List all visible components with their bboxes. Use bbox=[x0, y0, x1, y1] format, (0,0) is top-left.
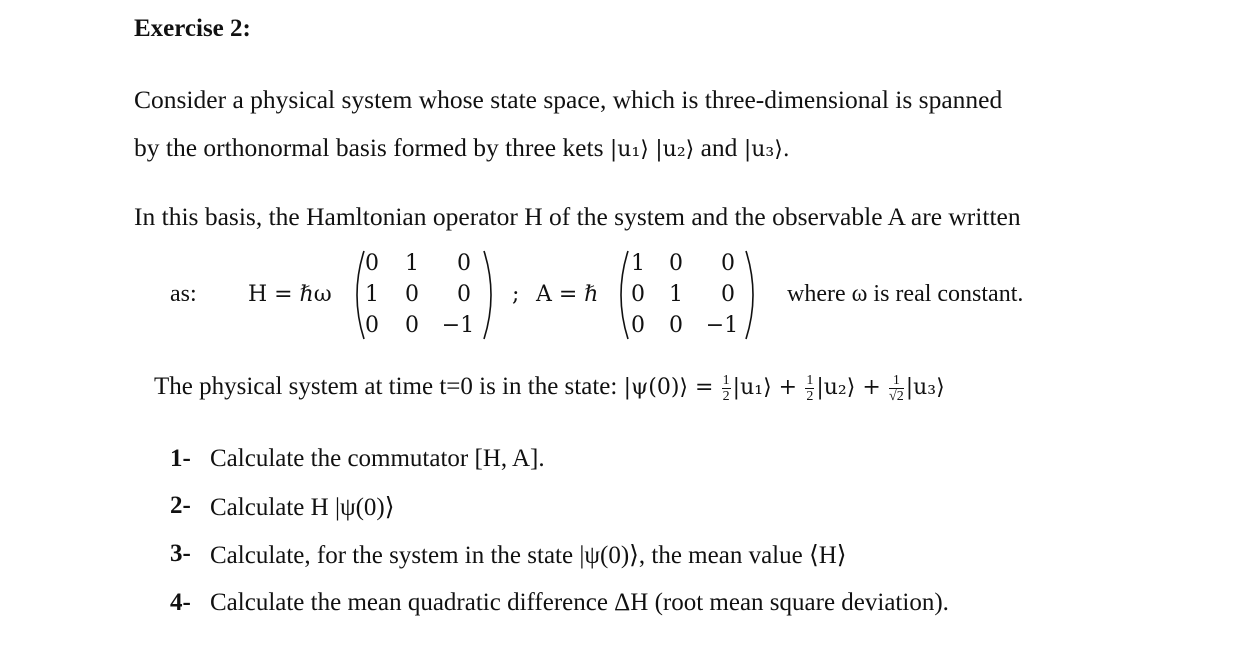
ket-u2: |u₂⟩ bbox=[655, 137, 695, 162]
fraction-numerator: 1 bbox=[806, 373, 814, 388]
H-cell: 0 bbox=[457, 251, 471, 276]
state-prefix: The physical system at time t=0 is in the state: bbox=[154, 373, 618, 401]
H-cell: 1 bbox=[365, 282, 379, 307]
H-cell: 0 bbox=[365, 251, 379, 276]
H-cell: −1 bbox=[441, 313, 475, 338]
and-text: and bbox=[700, 133, 738, 162]
intro-line-2 bbox=[134, 133, 790, 163]
intro-line-2-text: by the orthonormal basis formed by three kets bbox=[134, 133, 604, 162]
question-text: Calculate, for the system in the state |ψ(0)⟩, the mean value ⟨H⟩ bbox=[210, 542, 847, 569]
exercise-title: Exercise 2: bbox=[134, 15, 251, 42]
where-text: where ω is real constant. bbox=[787, 281, 1024, 307]
question-text: Calculate the mean quadratic difference ΔH (root mean square deviation). bbox=[210, 589, 949, 616]
H-cell: 0 bbox=[457, 282, 471, 307]
state-u3: |u₃⟩ bbox=[905, 375, 945, 401]
fraction-numerator: 1 bbox=[889, 373, 904, 389]
A-cell: 0 bbox=[669, 251, 683, 276]
A-cell: −1 bbox=[705, 313, 739, 338]
A-matrix bbox=[612, 249, 762, 341]
H-cell: 0 bbox=[365, 313, 379, 338]
question-number: 2- bbox=[170, 492, 191, 519]
question-number: 1- bbox=[170, 445, 191, 472]
ket-u1: |u₁⟩ bbox=[609, 137, 649, 162]
separator: ; bbox=[512, 282, 520, 307]
intro-line-1: Consider a physical system whose state space, which is three-dimensional is spanned bbox=[134, 85, 1003, 114]
A-cell: 1 bbox=[669, 282, 683, 307]
question-text: Calculate H |ψ(0)⟩ bbox=[210, 494, 395, 521]
H-lhs: H = ℏω bbox=[248, 282, 332, 307]
A-cell: 0 bbox=[721, 282, 735, 307]
H-cell: 0 bbox=[405, 282, 419, 307]
fraction-numerator: 1 bbox=[722, 373, 730, 388]
state-u1: |u₁⟩ + bbox=[732, 375, 798, 401]
A-cell: 0 bbox=[669, 313, 683, 338]
fraction-denominator: √2 bbox=[889, 389, 904, 404]
A-cell: 1 bbox=[631, 251, 645, 276]
fraction bbox=[889, 373, 904, 404]
state-line bbox=[154, 373, 945, 404]
fraction bbox=[722, 373, 731, 404]
ket-u3: |u₃⟩. bbox=[743, 137, 790, 162]
H-cell: 0 bbox=[405, 313, 419, 338]
basis-line: In this basis, the Hamltonian operator H of the system and the observable A are written bbox=[134, 202, 1021, 231]
question-number: 3- bbox=[170, 540, 191, 567]
fraction-denominator: 2 bbox=[722, 389, 730, 404]
H-matrix bbox=[348, 249, 498, 341]
question-number: 4- bbox=[170, 589, 191, 616]
A-cell: 0 bbox=[721, 251, 735, 276]
A-lhs: A = ℏ bbox=[536, 282, 599, 307]
A-cell: 0 bbox=[631, 313, 645, 338]
A-cell: 0 bbox=[631, 282, 645, 307]
as-label: as: bbox=[170, 281, 197, 307]
psi-lhs: |ψ(0)⟩ = bbox=[623, 375, 714, 401]
fraction bbox=[805, 373, 814, 404]
state-u2: |u₂⟩ + bbox=[816, 375, 881, 401]
fraction-denominator: 2 bbox=[806, 389, 814, 404]
H-cell: 1 bbox=[405, 251, 419, 276]
question-text: Calculate the commutator [H, A]. bbox=[210, 445, 545, 472]
